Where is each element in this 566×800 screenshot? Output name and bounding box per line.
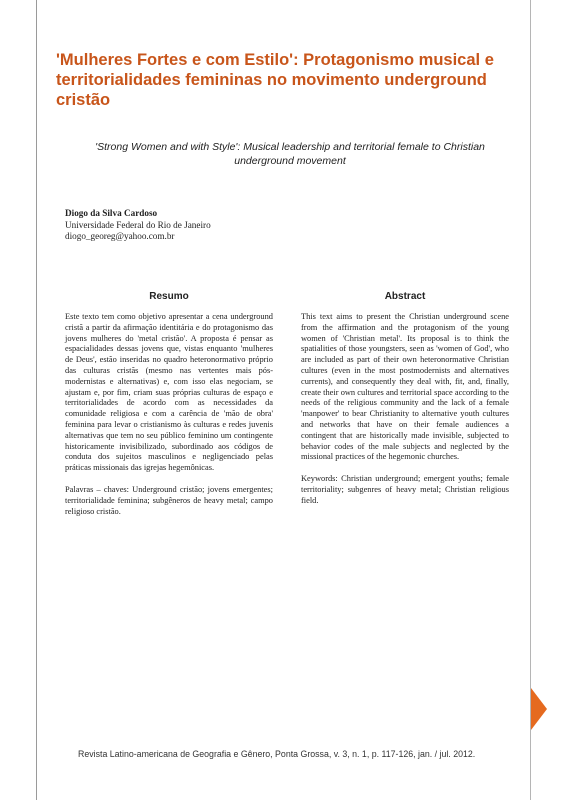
resumo-heading: Resumo <box>149 291 189 302</box>
author-affiliation: Universidade Federal do Rio de Janeiro <box>65 219 211 230</box>
abstract-section <box>301 291 509 507</box>
paper-title: 'Mulheres Fortes e com Estilo': Protagonismo musical e territorialidades femininas no movimento underground cristão <box>56 51 494 109</box>
right-margin-rule <box>530 0 531 800</box>
resumo-keywords: Palavras – chaves: Underground cristão; jovens emergentes; territorialidade feminina; subgêneros de heavy metal; campo religioso cristão. <box>65 484 273 516</box>
abstract-keywords: Keywords: Christian underground; emergent youths; female territoriality; subgenres of heavy metal; Christian religious field. <box>301 474 509 505</box>
resumo-section <box>65 291 273 517</box>
abstract-heading: Abstract <box>384 291 426 302</box>
abstract-body: This text aims to present the Christian underground scene from the affirmation and the protagonism of the young women of 'Christian metal'. Its proposal is to think the spatialities of those youngsters, seen as 'women of God', who are included as part of their own heteronormative Christian cultures (even in the most postmodernists and alternatives currents), and consequently they deal with, fit, and, finally, create their own cultures and territorial space according to the needs of the religious community and the lack of a female 'manpower' to bear Christianity to alternative youth cultures and networks that have on their female audiences a contingent that are historically made invisible, subjected to behavior codes of the male subjects and neglected by the missional practices of the hegemonic churches. <box>301 312 509 462</box>
left-margin-rule <box>36 0 37 800</box>
author-email: diogo_georeg@yahoo.com.br <box>65 231 175 241</box>
right-triangle-arrow-icon[interactable] <box>531 688 547 730</box>
author-name: Diogo da Silva Cardoso <box>65 208 158 218</box>
author-block <box>65 208 365 243</box>
journal-footer: Revista Latino-americana de Geografia e Gênero, Ponta Grossa, v. 3, n. 1, p. 117-126, jan. / jul. 2012. <box>78 749 476 759</box>
paper-subtitle: 'Strong Women and with Style': Musical leadership and territorial female to Christian underground movement <box>95 141 485 167</box>
resumo-body: Este texto tem como objetivo apresentar a cena underground cristã a partir da afirmação identitária e do protagonismo das jovens mulheres do 'metal cristão'. A proposta é pensar as espacialidades dessas jovens que, vistas enquanto 'mulheres de Deus', estão inseridas no quadro heteronormativo próprio das culturas cristãs (mesmo nas vertentes mais pós-modernistas e alternativas) e, com isso elas negociam, se ajustam e, por fim, criam suas próprias culturas de espaço e territorialidades de acordo com as necessidades da comunidade religiosa e com a carência de 'mão de obra' feminina para levar o cristianismo às culturas e redes juvenis alternativas que tem no seu público feminino um contingente historicamente invisibilizado, subordinado aos códigos de conduta dos sujeitos masculinos e negligenciado pelas práticas missionais das igrejas hegemônicas. <box>65 312 273 473</box>
